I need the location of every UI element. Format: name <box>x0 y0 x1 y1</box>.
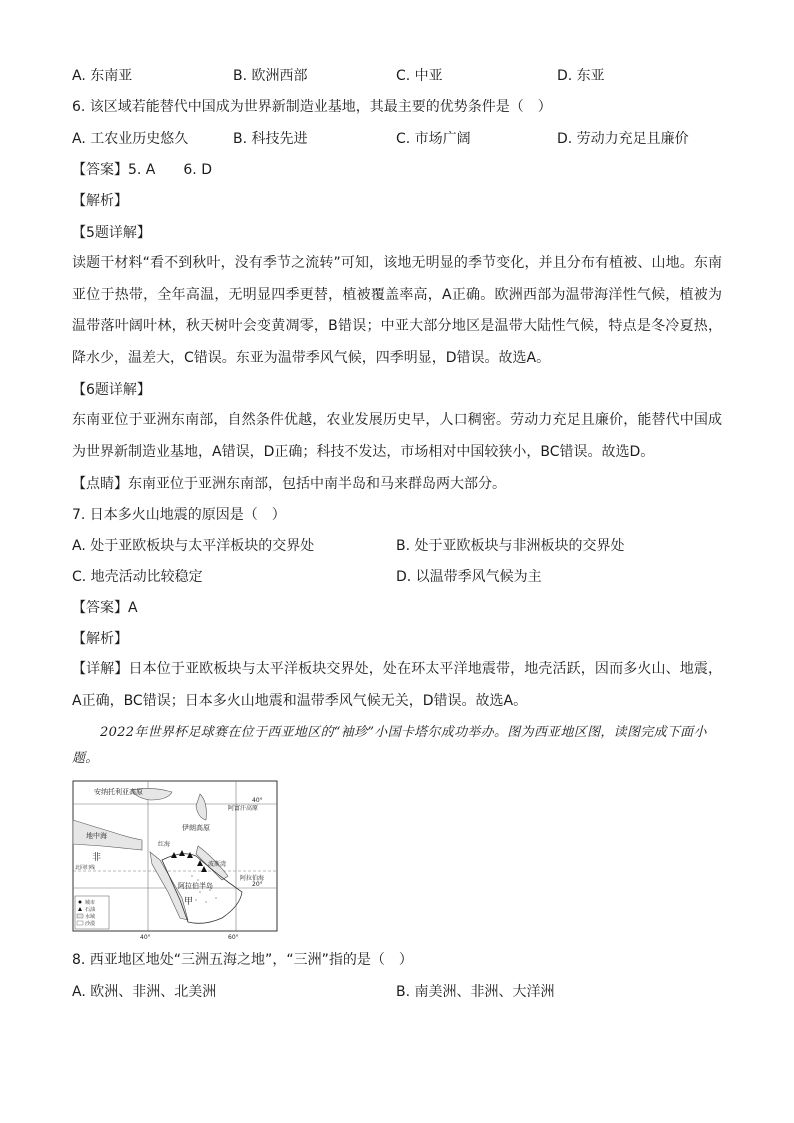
q6-options <box>72 129 732 149</box>
legend-water: 水域 <box>85 914 96 920</box>
legend-oil: 石油 <box>85 907 96 913</box>
map-label-karakum: 阿富汗高原 <box>228 805 259 812</box>
map-label-persian-gulf: 波斯湾 <box>208 861 227 868</box>
q7-option-a: A. 处于亚欧板块与太平洋板块的交界处 <box>72 538 315 554</box>
map-label-lon40: 40° <box>140 934 151 941</box>
legend-water-icon <box>77 914 83 918</box>
analysis-heading-2: 【解析】 <box>72 631 128 647</box>
q8-option-b: B. 南美洲、非洲、大洋洲 <box>396 984 555 1000</box>
map-label-lon60: 60° <box>228 934 239 941</box>
q5-option-c: C. 中亚 <box>396 68 443 84</box>
map-label-jia: 甲 <box>184 897 194 907</box>
q5-option-a: A. 东南亚 <box>72 68 133 84</box>
q7-option-c: C. 地壳活动比较稳定 <box>72 569 203 585</box>
q8-stem: 8. 西亚地区地处“三洲五海之地”，“三洲”指的是（ ） <box>72 952 413 968</box>
map-label-lat40: 40° <box>252 797 263 804</box>
legend-city: 城市 <box>85 900 96 906</box>
map-intro: 2022年世界杯足球赛在位于西亚地区的“袖珍”小国卡塔尔成功举办。图为西亚地区图，读图完成下面小题。 <box>72 725 707 766</box>
q8-option-a: A. 欧洲、非洲、北美洲 <box>72 984 217 1000</box>
map-label-lat20: 20° <box>252 881 263 888</box>
q5-option-d: D. 东亚 <box>557 68 605 84</box>
q6-option-b: B. 科技先进 <box>233 131 308 147</box>
answer-5-6: 【答案】5. A 6. D <box>72 162 212 178</box>
q6-option-a: A. 工农业历史悠久 <box>72 131 189 147</box>
detail-7-text: 【详解】日本位于亚欧板块与太平洋板块交界处，处在环太平洋地震带，地壳活跃，因而多火山、地震，A正确，BC错误；日本多火山地震和温带季风气候无关，D错误。故选A。 <box>72 661 722 709</box>
map-label-arabia: 阿拉伯半岛 <box>178 882 213 890</box>
legend-desert: 沙漠 <box>85 921 96 927</box>
q6-stem: 6. 该区域若能替代中国成为世界新制造业基地，其最主要的优势条件是（ ） <box>72 99 552 115</box>
q7-option-d: D. 以温带季风气候为主 <box>396 569 542 585</box>
q7-option-b: B. 处于亚欧板块与非洲板块的交界处 <box>396 538 625 554</box>
map-label-mediterranean: 地中海 <box>86 832 107 840</box>
west-asia-map <box>72 780 278 942</box>
q6-option-c: C. 市场广阔 <box>396 131 471 147</box>
q7-options-row1 <box>72 536 732 556</box>
answer-7: 【答案】A <box>72 600 138 616</box>
q5-option-b: B. 欧洲西部 <box>233 68 308 84</box>
detail-6-text: 东南亚位于亚洲东南部，自然条件优越，农业发展历史早，人口稠密。劳动力充足且廉价，能替代中国成为世界新制造业基地，A错误，D正确；科技不发达，市场相对中国较狭小，BC错误。故选D。 <box>72 412 722 460</box>
legend-city-icon <box>79 901 82 904</box>
q6-option-d: D. 劳动力充足且廉价 <box>557 131 689 147</box>
map-label-iran: 伊朗高原 <box>182 824 210 832</box>
map-label-sea-right: 阿拉伯海 <box>240 875 265 882</box>
q7-options-row2 <box>72 567 732 587</box>
detail-5-text: 读题干材料“看不到秋叶，没有季节之流转”可知，该地无明显的季节变化，并且分布有植被、山地。东南亚位于热带，全年高温，无明显四季更替，植被覆盖率高，A正确。欧洲西部为温带海洋性气候，植被为温带落叶阔叶林，秋天树叶会变黄凋零，B错误；中亚大部分地区是温带大陆性气候，特点是冬冷夏热，降水少，温差大，C错误。东亚为温带季风气候，四季明显，D错误。故选A。 <box>72 255 722 366</box>
q8-options <box>72 982 732 1002</box>
q5-options <box>72 66 732 86</box>
map-label-anatolia: 安纳托利亚高原 <box>94 788 143 796</box>
map-label-tropic: 北回归线 <box>75 865 96 871</box>
detail-5-heading: 【5题详解】 <box>72 225 151 241</box>
map-label-red-sea: 红海 <box>158 841 171 848</box>
q7-stem: 7. 日本多火山地震的原因是（ ） <box>72 507 286 523</box>
analysis-heading-1: 【解析】 <box>72 193 128 209</box>
legend-desert-icon <box>77 921 83 925</box>
detail-6-heading: 【6题详解】 <box>72 382 151 398</box>
map-label-africa: 非 <box>92 853 102 863</box>
point-note: 【点睛】东南亚位于亚洲东南部，包括中南半岛和马来群岛两大部分。 <box>72 476 506 492</box>
